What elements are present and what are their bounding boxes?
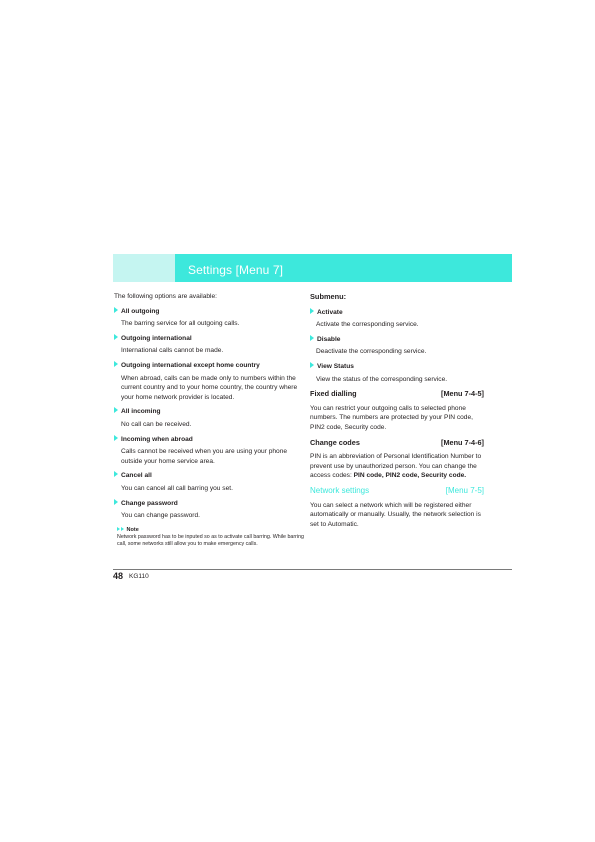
option-heading: Cancel all [114,471,304,481]
menu-number: [Menu 7-4-5] [441,389,484,399]
option-heading: Outgoing international [114,334,304,344]
triangle-bullet-icon [114,471,118,477]
option-description: The barring service for all outgoing calls. [121,320,240,328]
section-title: Fixed dialling [310,389,357,399]
change-codes-heading [310,438,484,448]
option-description: Calls cannot be received when you are using your phone outside your home service area. [121,448,288,465]
note-text: Network password has to be inputed so as to activate call barring. While barring call, some networks still allow you to make emergency calls. [117,533,304,547]
triangle-bullet-icon [114,499,118,505]
option-description: When abroad, calls can be made only to numbers within the current country and to your home country, the country where your home network provider is located. [121,374,298,401]
triangle-bullet-icon [310,308,314,314]
submenu-heading: Activate [310,308,484,318]
option-heading: All outgoing [114,307,304,317]
option-heading: Outgoing international except home country [114,361,304,371]
menu-number: [Menu 7-5] [445,485,484,495]
triangle-bullet-icon [114,361,118,367]
header-bar-light [113,254,175,282]
note-arrow-icon [121,527,124,531]
network-settings-text: You can select a network which will be registered either automatically or manually. Usually, the network selection is set to Automatic. [310,501,481,528]
network-settings-heading [310,486,484,496]
model-name: KG110 [129,573,149,580]
option-heading: Incoming when abroad [114,435,304,445]
triangle-bullet-icon [114,334,118,340]
submenu-description: Deactivate the corresponding service. [316,348,427,356]
section-title: Change codes [310,437,360,447]
section-title: Network settings [310,485,370,495]
option-description: You can change password. [121,512,200,520]
note-arrow-icon [117,527,120,531]
option-description: No call can be received. [121,420,192,428]
page-title: Settings [Menu 7] [188,263,284,277]
submenu-description: View the status of the corresponding service. [316,375,448,383]
option-description: International calls cannot be made. [121,347,224,355]
menu-number: [Menu 7-4-6] [441,437,484,447]
submenu-description: Activate the corresponding service. [316,321,419,329]
footer-divider [113,569,512,570]
option-heading: All incoming [114,407,304,417]
left-column [114,292,304,548]
triangle-bullet-icon [310,335,314,341]
intro-text: The following options are available: [114,293,217,300]
fixed-dialling-heading [310,389,484,399]
triangle-bullet-icon [114,435,118,441]
triangle-bullet-icon [310,362,314,368]
change-codes-text: PIN is an abbreviation of Personal Identification Number to prevent use by unauthorized person. You can change the access codes: PIN code, PIN2 code, Security code. [310,453,482,480]
fixed-dialling-text: You can restrict your outgoing calls to selected phone numbers. The numbers are protected by your PIN code, PIN2 code, Security code. [310,404,473,431]
submenu-heading: Disable [310,335,484,345]
triangle-bullet-icon [114,307,118,313]
submenu-heading: View Status [310,362,484,372]
page-number: 48 [113,571,124,581]
submenu-title: Submenu: [310,292,347,301]
triangle-bullet-icon [114,407,118,413]
option-heading: Change password [114,499,304,509]
option-description: You can cancel all call barring you set. [121,484,233,492]
right-column [310,292,484,534]
note-heading: Note [117,527,304,534]
